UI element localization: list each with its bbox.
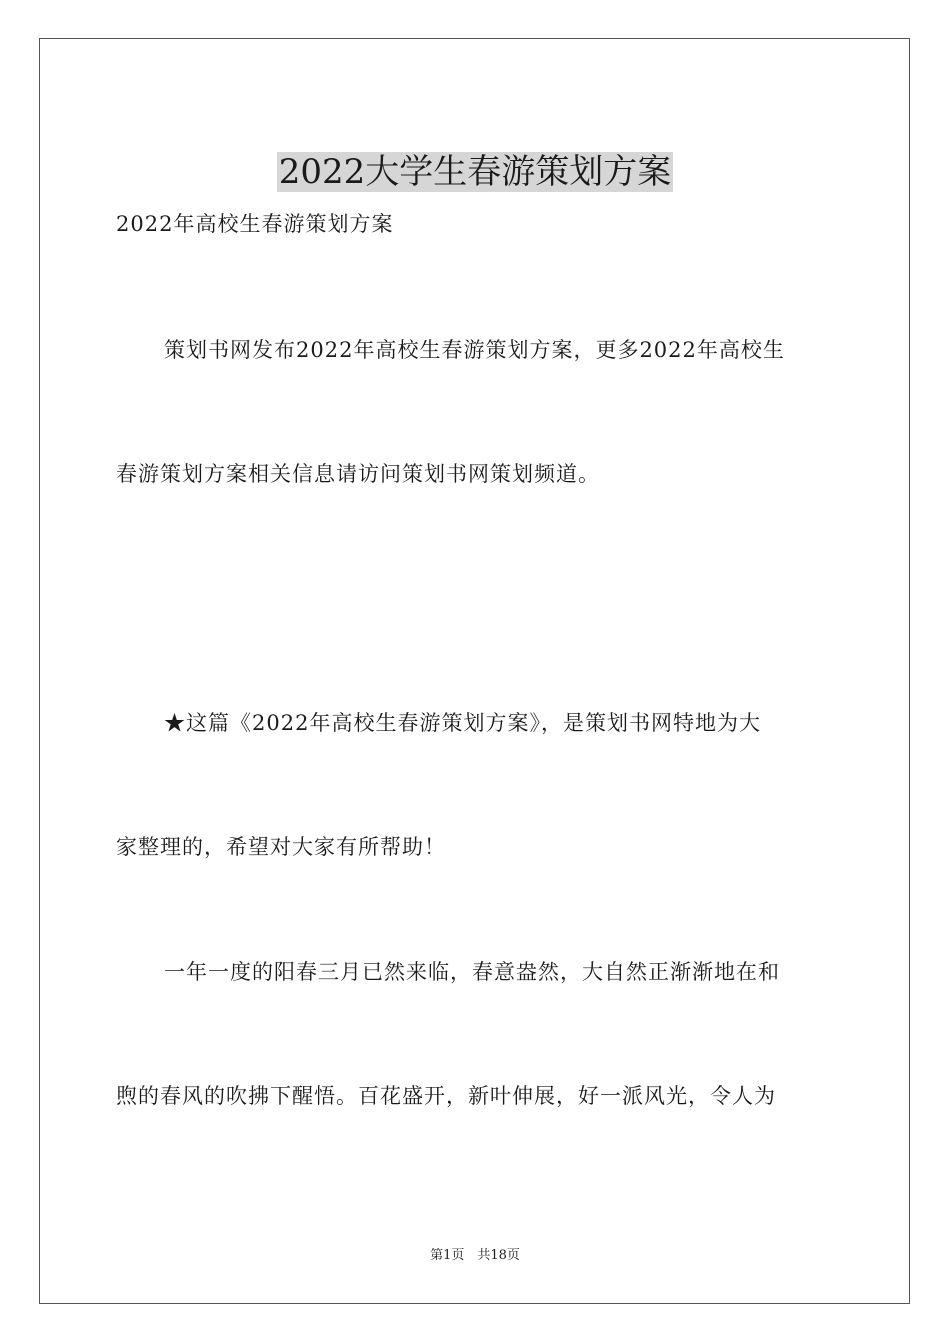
paragraph-line: 家整理的，希望对大家有所帮助！ — [116, 835, 446, 859]
page-number: 第1页 共18页 — [430, 1248, 520, 1263]
document-title-text: 2022大学生春游策划方案 — [278, 151, 672, 192]
paragraph-line: 一年一度的阳春三月已然来临，春意盎然，大自然正渐渐地在和 — [164, 960, 780, 984]
paragraph-line: 春游策划方案相关信息请访问策划书网策划频道。 — [116, 462, 600, 486]
paragraph-line: 策划书网发布2022年高校生春游策划方案，更多2022年高校生 — [164, 338, 785, 362]
paragraph-line: 煦的春风的吹拂下醒悟。百花盛开，新叶伸展，好一派风光，令人为 — [116, 1084, 776, 1108]
document-title — [0, 147, 950, 197]
document-subtitle: 2022年高校生春游策划方案 — [116, 212, 394, 236]
paragraph-line: ★这篇《2022年高校生春游策划方案》，是策划书网特地为大 — [164, 711, 761, 735]
